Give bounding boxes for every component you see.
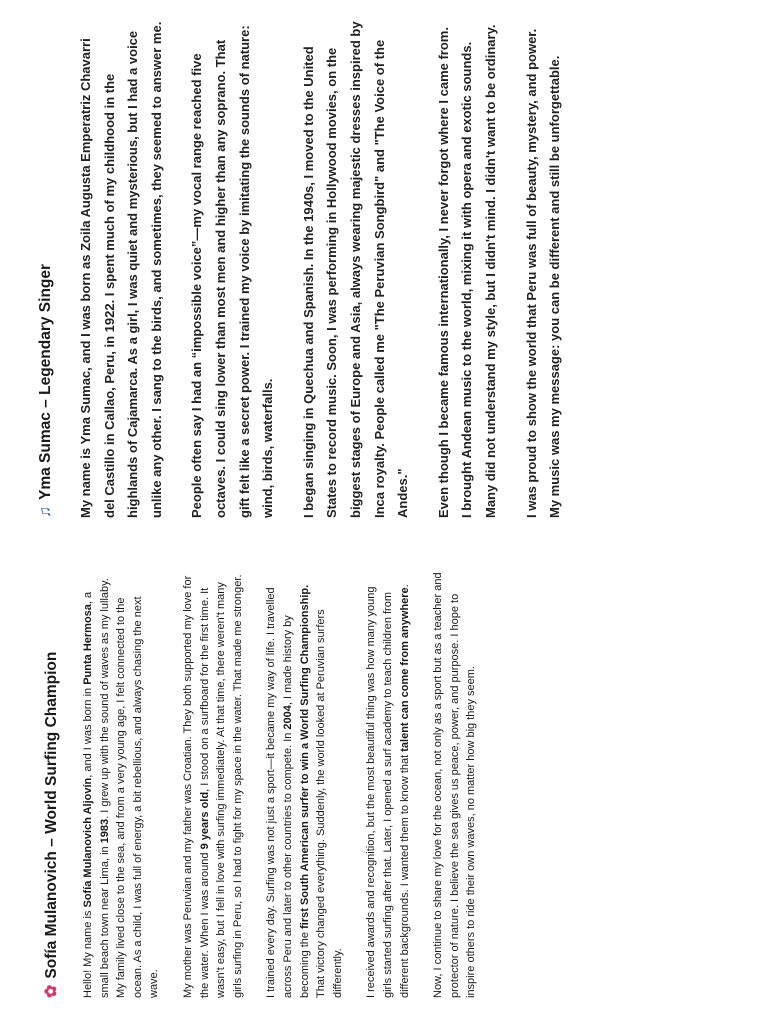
text-run: People often say I had an “impossible voice”—my vocal range reached five octaves. I could sing lower than most men and higher than any soprano. That gift felt like a secret power. I trained my voice by imitating the sounds of nature: wind, birds, waterfalls. — [189, 25, 276, 518]
paragraph — [430, 566, 480, 998]
paragraph — [263, 566, 346, 998]
text-run: , I stood on a surfboard for the first time. It wasn't easy, but I fell in love with surfing immediately. At that time, there weren't many girls surfing in Peru, so I had to fight for my space in the water. That made me stronger. — [198, 574, 244, 998]
emphasized-text: first South American surfer to win a World Surfing Championship. — [298, 584, 311, 929]
text-run: Now, I continue to share my love for the ocean, not only as a sport but as a teacher and protector of nature. I believe the sea gives us peace, power, and purpose. I hope to inspire others to ride their own waves, no matter how big they seem. — [432, 572, 478, 998]
text-run: I was proud to show the world that Peru was full of beauty, mystery, and power. My music was my message: you can be different and still be unforgettable. — [523, 28, 563, 518]
text-run: . I grew up with the sound of waves as my lullaby. My family lived close to the sea, and from a very young age, I felt connected to the ocean. As a child, I was full of energy, a bit rebellious, and always chasing the next wave. — [98, 578, 161, 998]
paragraph — [180, 566, 246, 998]
paragraph — [185, 20, 279, 518]
text-run: My mother was Peruvian and my father was Croatian. They both supported my love for the water. When I was around — [181, 575, 211, 998]
text-run: I began singing in Quechua and Spanish. In the 1940s, I moved to the United States to record music. Soon, I was performing in Hollywood movies, on the biggest stages of Europe and Asia, always wearing majestic dresses inspired by Inca royalty. People called me "The Peruvian Songbird" and "The Voice of the Andes." — [300, 21, 411, 518]
text-run: I trained every day. Surfing was not just a sport—it became my way of life. I travelled across Peru and later to other countries to compete. In — [265, 587, 294, 998]
text-run: I received awards and recognition, but the most beautiful thing was how many young girls started surfing after that. Later, I opened a surf academy to teach children from different backgrounds. I wanted them to know that — [365, 586, 411, 998]
title-text: Yma Sumac – Legendary Singer — [37, 263, 54, 500]
title-text: Sofía Mulanovich – World Surfing Champion — [43, 651, 60, 979]
paragraph — [74, 20, 168, 518]
text-run: That victory changed everything. Suddenly, the world looked at Peruvian surfers differently. — [315, 609, 344, 998]
emphasized-text: Sofía Mulanovich Aljovín — [82, 777, 94, 908]
paragraph — [363, 566, 413, 998]
paragraph — [297, 20, 415, 518]
section-title-sofia — [42, 566, 62, 998]
paragraph — [432, 20, 503, 518]
emphasized-text: 1983 — [98, 818, 111, 844]
text-run: Hello! My name is — [82, 907, 94, 998]
text-run: , a small beach town near Lima, in — [82, 591, 111, 998]
hibiscus-icon: ✿ — [43, 984, 60, 998]
text-run: . — [398, 584, 411, 588]
paragraph — [520, 20, 567, 518]
emphasized-text: Punta Hermosa — [82, 604, 94, 685]
section-title-yma — [36, 20, 56, 518]
body-text — [80, 566, 480, 998]
text-run: , I made history by becoming the — [281, 615, 311, 998]
text-run: My name is Yma Sumac, and I was born as Zoila Augusta Emperatriz Chavarri del Castillo in Callao, Peru, in 1922. I spent much of my childhood in the highlands of Cajamarca. As a girl, I was quiet and mysterious, but I had a voice unlike any other. I sang to the birds, and sometimes, they seemed to answer me. — [78, 21, 164, 518]
text-run: Even though I became famous internationally, I never forgot where I came from. I brought Andean music to the world, mixing it with opera and exotic sounds. Many did not understand my style, but I didn't mind. I didn't want to be ordinary. — [435, 24, 498, 518]
body-text — [74, 20, 567, 518]
text-run: , and I was born in — [82, 684, 94, 778]
biography-sofia-mulanovich — [0, 556, 768, 1024]
paragraph — [80, 566, 163, 998]
emphasized-text: 2004 — [281, 705, 294, 730]
emphasized-text: 9 years old — [198, 791, 211, 850]
emphasized-text: talent can come from anywhere — [398, 587, 411, 752]
music-notes-icon: ♫ — [37, 506, 54, 518]
